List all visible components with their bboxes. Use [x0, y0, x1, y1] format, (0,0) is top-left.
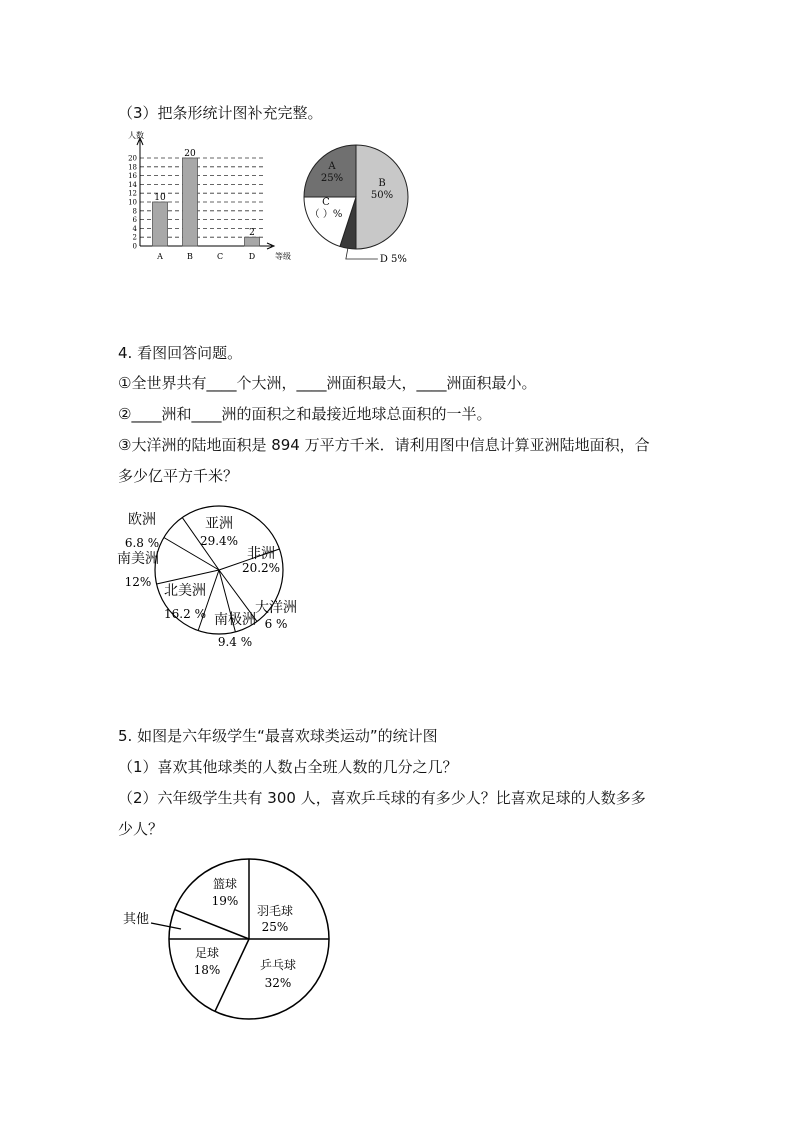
pie-slice-label: 19%: [211, 894, 239, 908]
y-axis-title: 人数: [128, 131, 144, 140]
pie-slice-name: 其他: [123, 912, 150, 927]
pie-slice-name: B: [378, 178, 386, 189]
pie-callout-label: D 5%: [379, 254, 407, 265]
bar: [245, 237, 260, 246]
pie-slice-name: 乒乓球: [259, 958, 297, 972]
pie-slice-label: 32%: [264, 976, 292, 990]
pie-slice-label: 50%: [370, 190, 394, 201]
y-tick-label: 4: [132, 224, 137, 233]
q5-sub2-cont: 少人？: [118, 820, 164, 838]
y-tick-label: 20: [128, 154, 137, 163]
pie-slice-label: 16.2 %: [164, 607, 206, 621]
pie-slice-name: 足球: [194, 946, 220, 960]
bar: [153, 202, 168, 246]
q4-line1: ①全世界共有____个大洲，____洲面积最大，____洲面积最小。: [118, 374, 537, 392]
y-tick-label: 8: [132, 207, 137, 216]
bar-value-label: 2: [249, 228, 255, 239]
pie-slice-name: 篮球: [212, 877, 238, 891]
x-tick-label: B: [187, 252, 193, 261]
pie-slice-name: 非洲: [247, 546, 275, 562]
x-tick-label: D: [248, 252, 256, 261]
q4-line4: 多少亿平方千米？: [118, 467, 239, 485]
pie-slice-label: 25%: [320, 173, 344, 184]
y-tick-label: 18: [128, 163, 137, 172]
x-tick-label: A: [157, 252, 163, 261]
q5-sub1: （1）喜欢其他球类的人数占全班人数的几分之几？: [118, 758, 458, 776]
pie-slice-label: 29.4%: [199, 534, 239, 548]
y-tick-label: 10: [128, 198, 137, 207]
pie-slice-label: 20.2%: [241, 561, 281, 575]
pie-slice-label: 6 %: [264, 617, 288, 631]
bar: [183, 158, 198, 246]
pie-slice-label: 18%: [193, 963, 221, 977]
bar-value-label: 10: [154, 193, 166, 203]
continents-pie-chart: [118, 500, 318, 670]
y-tick-label: 0: [132, 242, 137, 251]
y-tick-label: 12: [128, 189, 137, 198]
pie-slice-name: 欧洲: [128, 512, 156, 528]
pie-slice-label: 12%: [124, 575, 152, 589]
pie-slice-name: 南美洲: [117, 551, 159, 567]
y-tick-label: 16: [128, 172, 137, 181]
pie-slice-name: 大洋洲: [255, 600, 297, 616]
pie-slice-label: （ ）%: [309, 209, 343, 220]
grade-bar-chart: [118, 130, 298, 270]
q5-title: 5. 如图是六年级学生“最喜欢球类运动”的统计图: [118, 727, 438, 745]
q4-line2: ②____洲和____洲的面积之和最接近地球总面积的一半。: [118, 405, 492, 423]
q4-line3: ③大洋洲的陆地面积是 894 万平方千米．请利用图中信息计算亚洲陆地面积，合: [118, 436, 650, 454]
sports-pie-chart: [115, 845, 355, 1035]
q4-title: 4. 看图回答问题。: [118, 344, 243, 362]
y-tick-label: 2: [132, 233, 137, 242]
pie-slice-label: 9.4 %: [217, 635, 253, 649]
x-axis-title: 等级: [275, 252, 291, 261]
y-tick-label: 14: [128, 180, 137, 189]
pie-slice-name: 亚洲: [205, 516, 233, 532]
pie-slice-name: A: [328, 161, 336, 172]
pie-slice-name: 羽毛球: [256, 904, 294, 918]
q5-sub2: （2）六年级学生共有 300 人，喜欢乒乓球的有多少人？比喜欢足球的人数多多: [118, 789, 646, 807]
grade-pie-chart: [300, 140, 440, 280]
pie-slice-name: C: [322, 197, 330, 208]
x-tick-label: C: [216, 252, 224, 261]
pie-callout-line: [346, 248, 378, 259]
bar-value-label: 20: [184, 149, 196, 159]
pie-slice-name: 北美洲: [164, 583, 206, 599]
q3-heading: （3）把条形统计图补充完整。: [118, 104, 323, 122]
pie-slice-name: 南极洲: [214, 612, 256, 628]
y-tick-label: 6: [132, 216, 137, 225]
pie-slice-label: 6.8 %: [124, 536, 160, 550]
pie-slice-label: 25%: [261, 920, 289, 934]
